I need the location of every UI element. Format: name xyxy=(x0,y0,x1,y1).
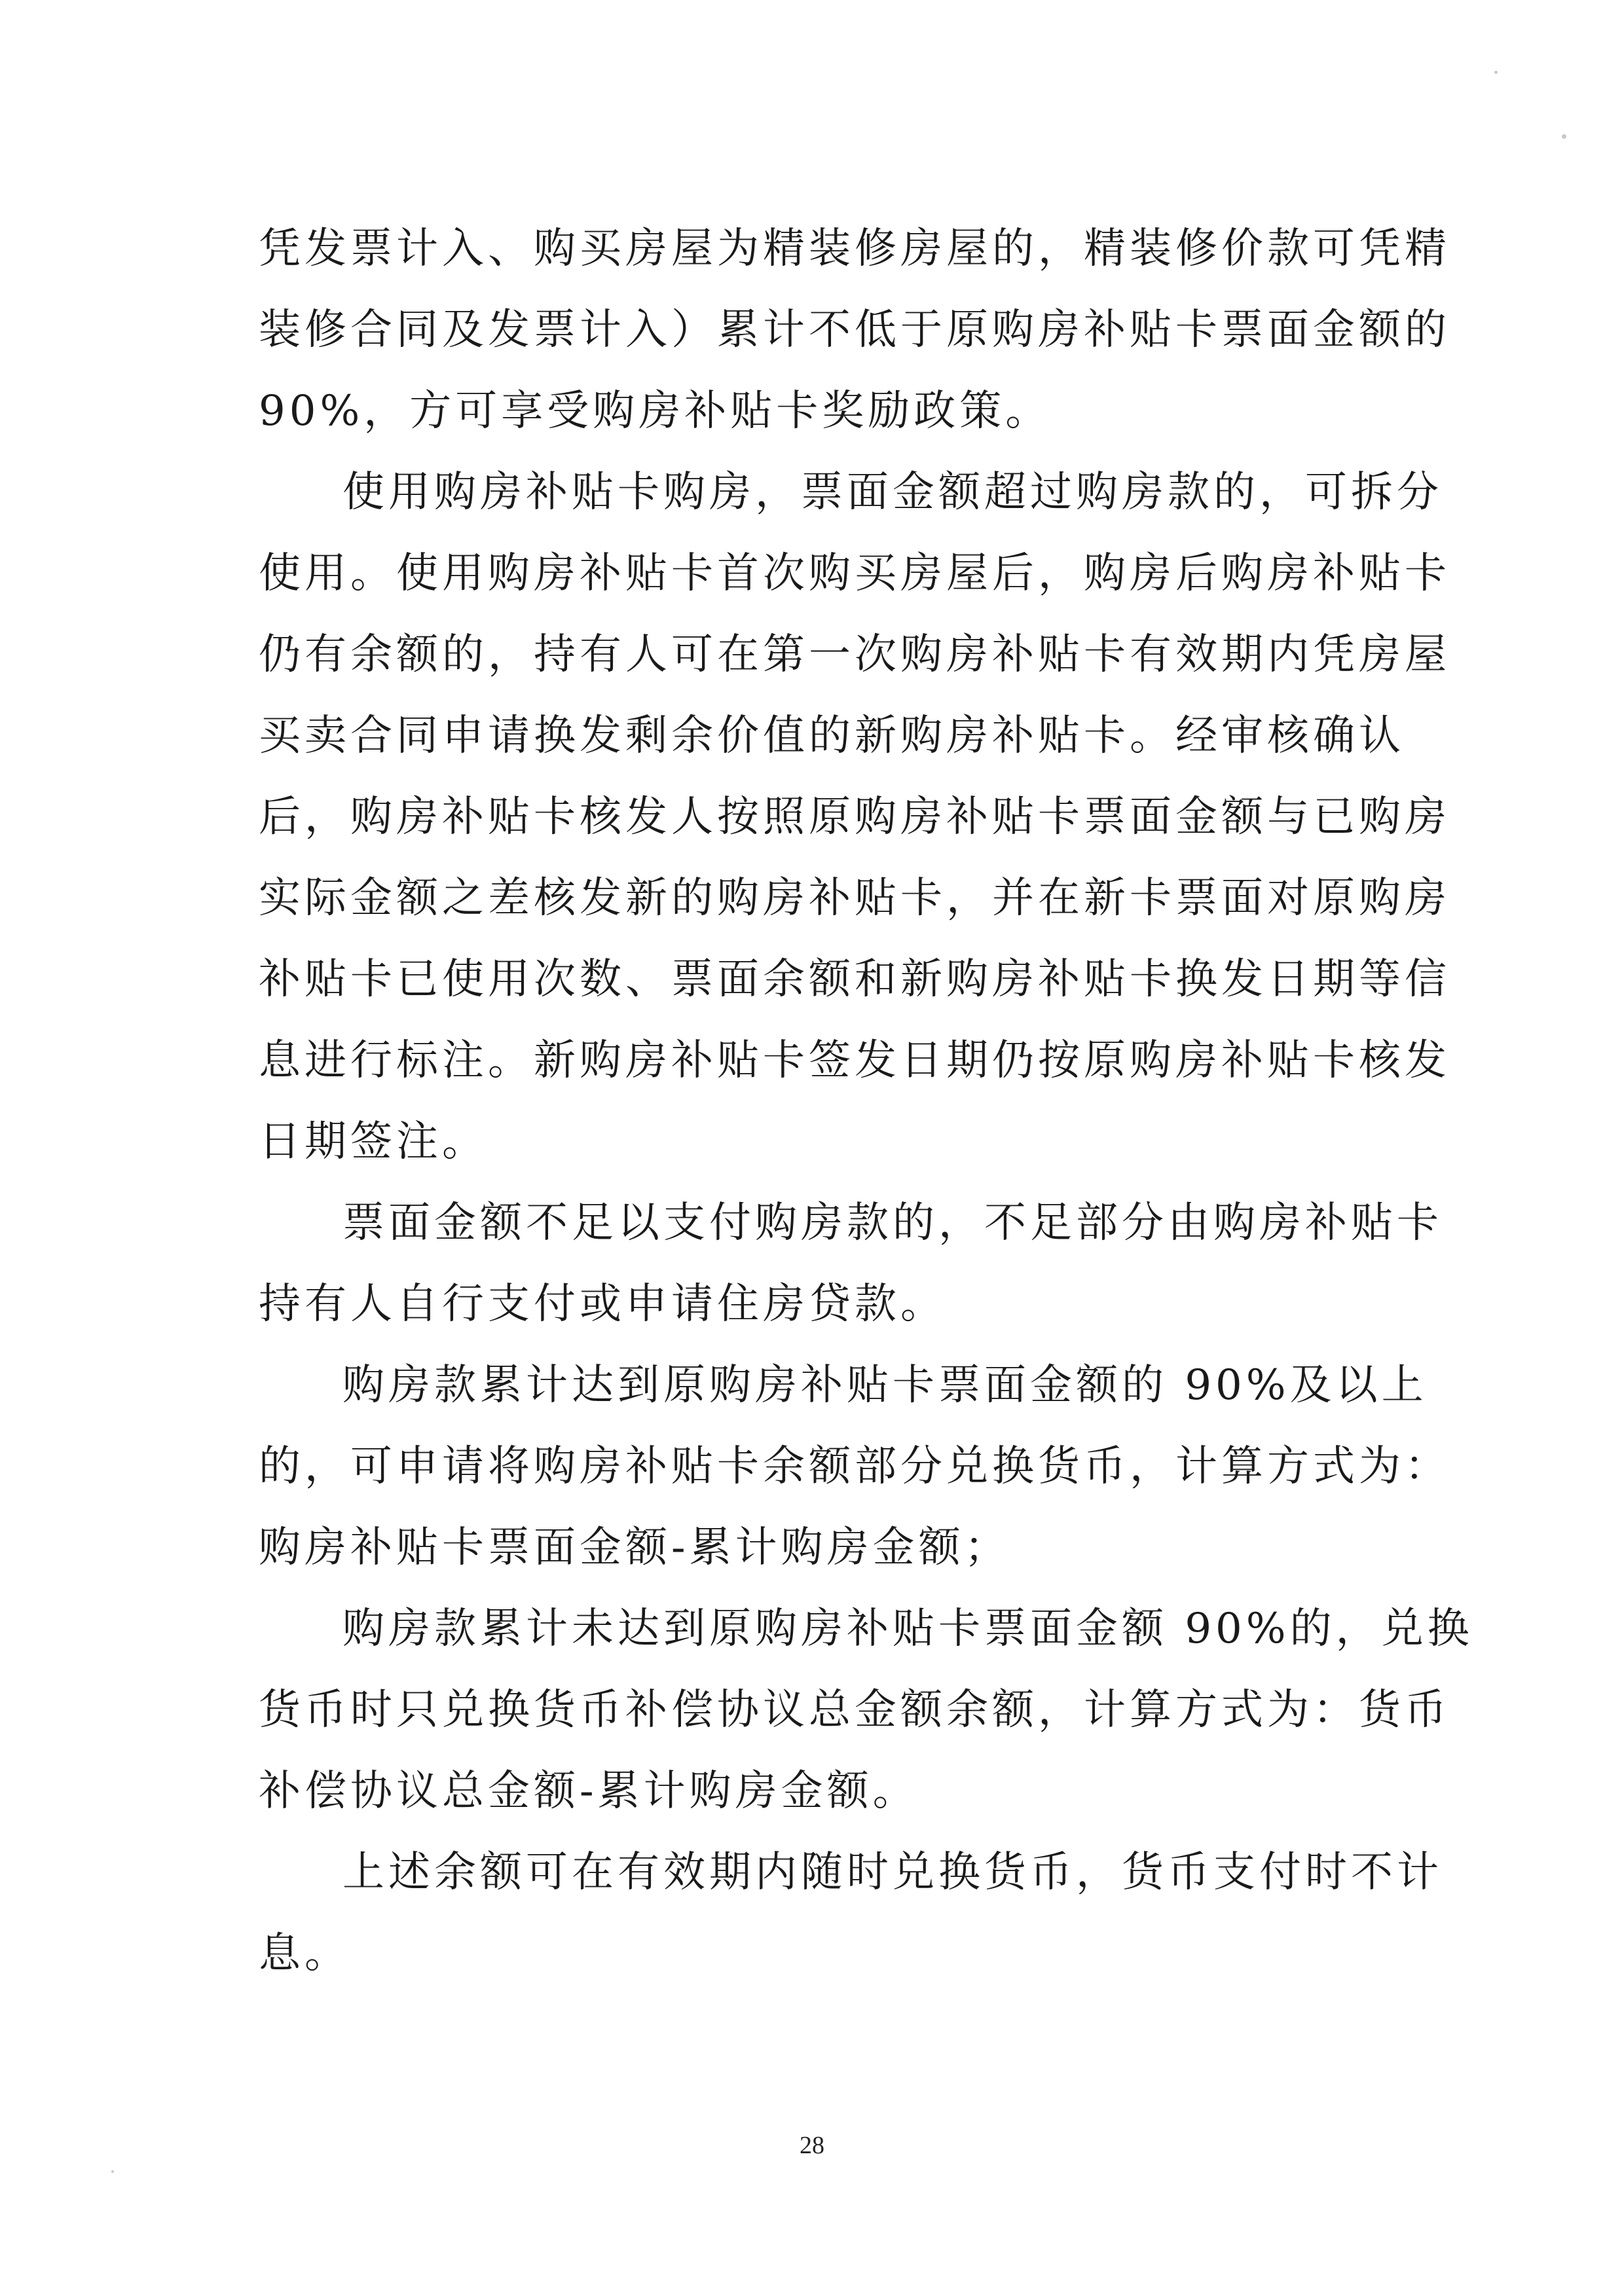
scan-speck xyxy=(111,2170,114,2173)
scan-speck xyxy=(1562,134,1566,139)
text-line: 买卖合同申请换发剩余价值的新购房补贴卡。经审核确认 xyxy=(259,712,1405,760)
text-line: 使用购房补贴卡购房，票面金额超过购房款的，可拆分 xyxy=(342,468,1443,517)
text-line: 补偿协议总金额-累计购房金额。 xyxy=(259,1767,919,1815)
text-line: 购房补贴卡票面金额-累计购房金额； xyxy=(259,1523,1010,1572)
text-line: 票面金额不足以支付购房款的，不足部分由购房补贴卡 xyxy=(342,1199,1443,1247)
text-line: 仍有余额的，持有人可在第一次购房补贴卡有效期内凭房屋 xyxy=(259,630,1450,679)
page-number: 28 xyxy=(800,2132,824,2159)
text-line: 实际金额之差核发新的购房补贴卡，并在新卡票面对原购房 xyxy=(259,874,1450,922)
text-line: 息。 xyxy=(259,1929,350,1978)
text-line: 货币时只兑换货币补偿协议总金额余额，计算方式为：货币 xyxy=(259,1686,1450,1734)
text-line: 后，购房补贴卡核发人按照原购房补贴卡票面金额与已购房 xyxy=(259,793,1450,841)
text-line: 持有人自行支付或申请住房贷款。 xyxy=(259,1280,946,1328)
text-line: 使用。使用购房补贴卡首次购买房屋后，购房后购房补贴卡 xyxy=(259,549,1450,598)
text-line: 息进行标注。新购房补贴卡签发日期仍按原购房补贴卡核发 xyxy=(259,1036,1450,1085)
text-line: 装修合同及发票计入）累计不低于原购房补贴卡票面金额的 xyxy=(259,306,1450,354)
text-line: 日期签注。 xyxy=(259,1118,488,1166)
text-line: 购房款累计未达到原购房补贴卡票面金额 90%的，兑换 xyxy=(342,1605,1473,1653)
text-line: 上述余额可在有效期内随时兑换货币，货币支付时不计 xyxy=(342,1848,1443,1897)
body-text xyxy=(259,208,1473,1994)
text-line: 补贴卡已使用次数、票面余额和新购房补贴卡换发日期等信 xyxy=(259,955,1450,1004)
text-line: 的，可申请将购房补贴卡余额部分兑换货币，计算方式为： xyxy=(259,1442,1450,1491)
text-line: 购房款累计达到原购房补贴卡票面金额的 90%及以上 xyxy=(342,1361,1428,1410)
scan-speck xyxy=(1494,71,1498,74)
text-line: 90%，方可享受购房补贴卡奖励政策。 xyxy=(259,387,1052,435)
text-line: 凭发票计入、购买房屋为精装修房屋的，精装修价款可凭精 xyxy=(259,225,1450,273)
